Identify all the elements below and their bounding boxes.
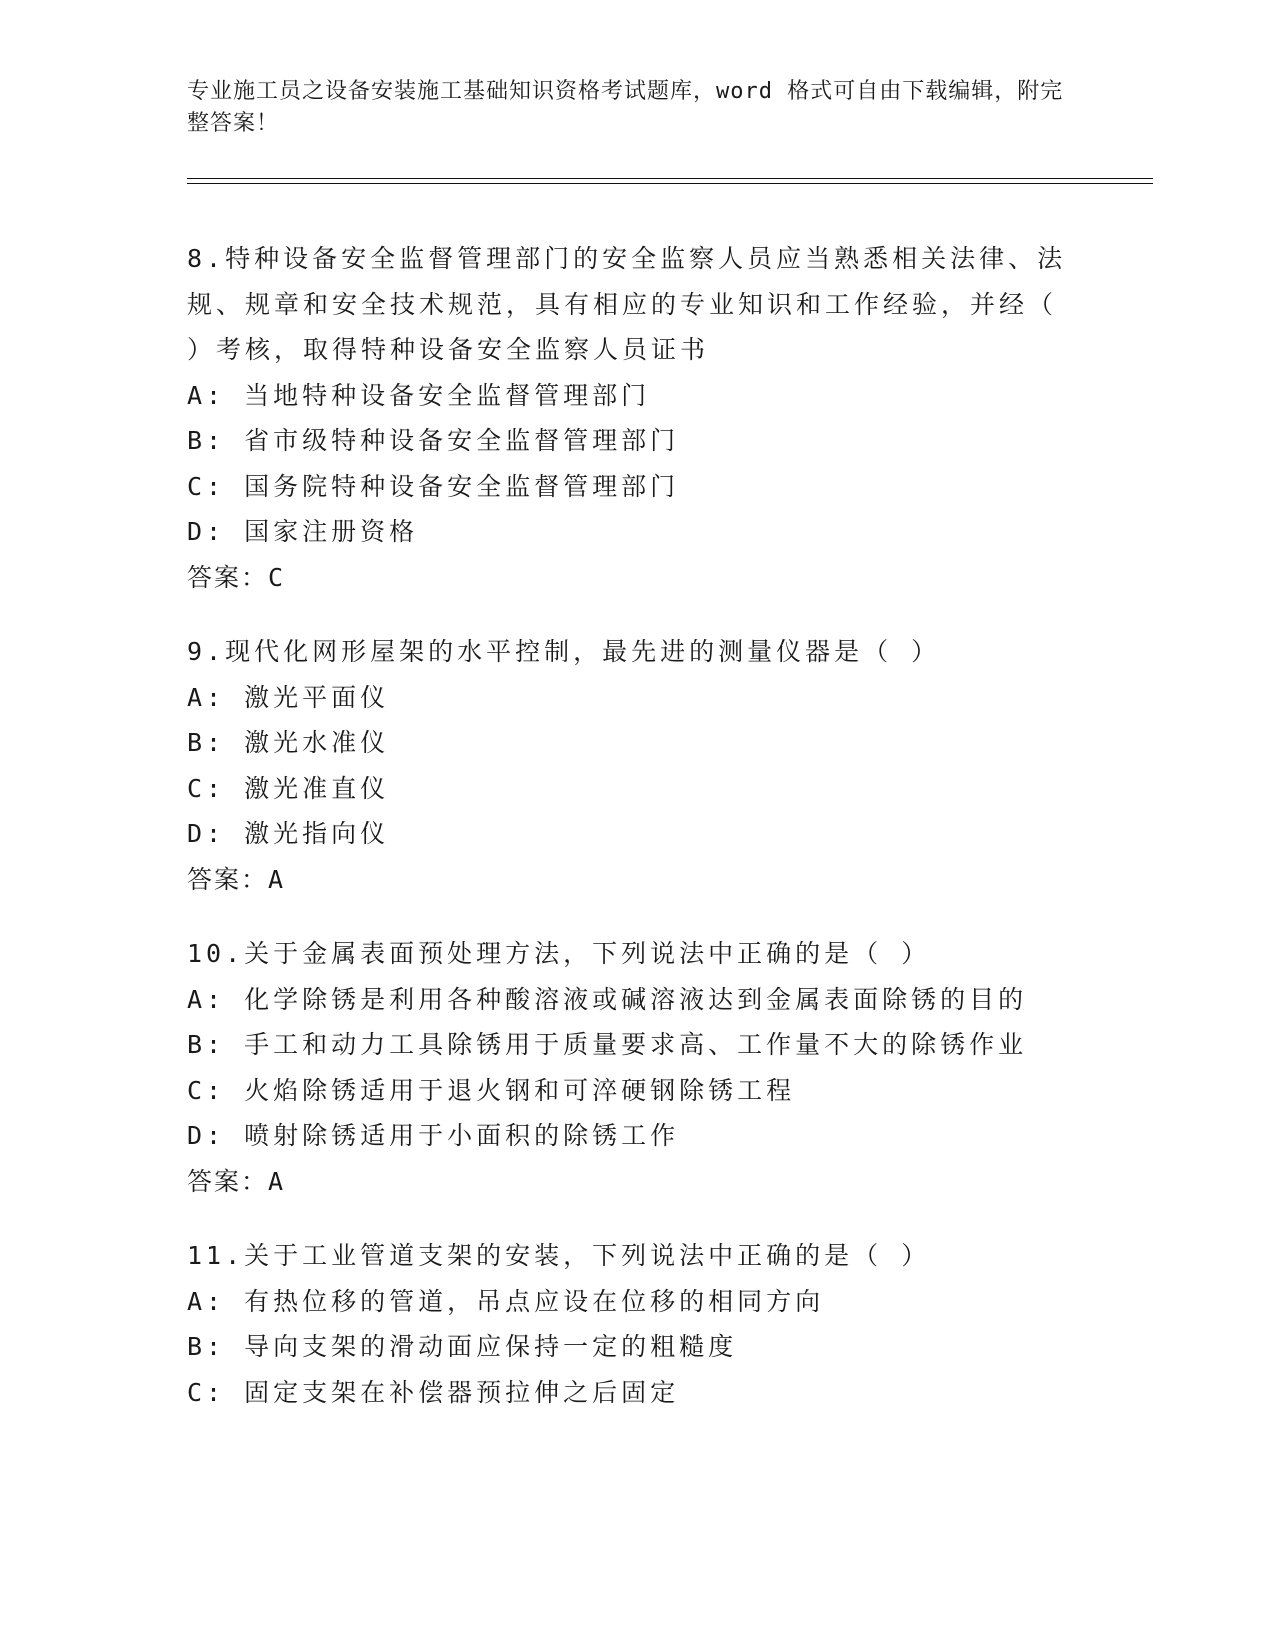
document-header: 专业施工员之设备安装施工基础知识资格考试题库，word 格式可自由下载编辑，附完整答案！: [187, 79, 1064, 136]
option-c: C: 激光准直仪: [187, 773, 390, 803]
question-8: [187, 236, 1087, 600]
option-a: A: 有热位移的管道，吊点应设在位移的相同方向: [187, 1286, 825, 1316]
option-b: B: 省市级特种设备安全监督管理部门: [187, 426, 680, 455]
answer-value: A: [268, 864, 286, 894]
option-b: B: 导向支架的滑动面应保持一定的粗糙度: [187, 1332, 738, 1361]
answer-line: [187, 1159, 1087, 1205]
answer-value: C: [268, 562, 286, 592]
header-divider-top: [187, 178, 1153, 179]
option-d: D: 国家注册资格: [187, 517, 419, 546]
question-list: [187, 236, 1087, 1444]
option-a: A: 化学除锈是利用各种酸溶液或碱溶液达到金属表面除锈的目的: [187, 984, 1028, 1014]
option-a: A: 当地特种设备安全监督管理部门: [187, 380, 651, 410]
question-text: 11.关于工业管道支架的安装，下列说法中正确的是（ ）: [187, 1241, 931, 1270]
option-c: C: 固定支架在补偿器预拉伸之后固定: [187, 1377, 680, 1407]
question-11: [187, 1233, 1087, 1415]
question-9: [187, 629, 1087, 902]
question-10: [187, 931, 1087, 1204]
answer-line: [187, 555, 1087, 601]
answer-label: 答案：: [187, 562, 269, 592]
question-text: 9.现代化网形屋架的水平控制，最先进的测量仪器是（ ）: [187, 637, 941, 666]
question-text: 10.关于金属表面预处理方法，下列说法中正确的是（ ）: [187, 939, 931, 968]
answer-label: 答案：: [187, 864, 269, 894]
header-divider-bottom: [187, 183, 1153, 184]
question-text: 8.特种设备安全监督管理部门的安全监察人员应当熟悉相关法律、法规、规章和安全技术规范，具有相应的专业知识和工作经验，并经（ ）考核，取得特种设备安全监察人员证书: [187, 244, 1077, 364]
answer-line: [187, 857, 1087, 903]
option-b: B: 手工和动力工具除锈用于质量要求高、工作量不大的除锈作业: [187, 1030, 1028, 1059]
option-b: B: 激光水准仪: [187, 728, 390, 757]
option-c: C: 火焰除锈适用于退火钢和可淬硬钢除锈工程: [187, 1075, 796, 1105]
option-d: D: 激光指向仪: [187, 819, 390, 848]
answer-value: A: [268, 1166, 286, 1196]
answer-label: 答案：: [187, 1166, 269, 1196]
option-a: A: 激光平面仪: [187, 682, 390, 712]
option-d: D: 喷射除锈适用于小面积的除锈工作: [187, 1121, 680, 1150]
option-c: C: 国务院特种设备安全监督管理部门: [187, 471, 680, 501]
